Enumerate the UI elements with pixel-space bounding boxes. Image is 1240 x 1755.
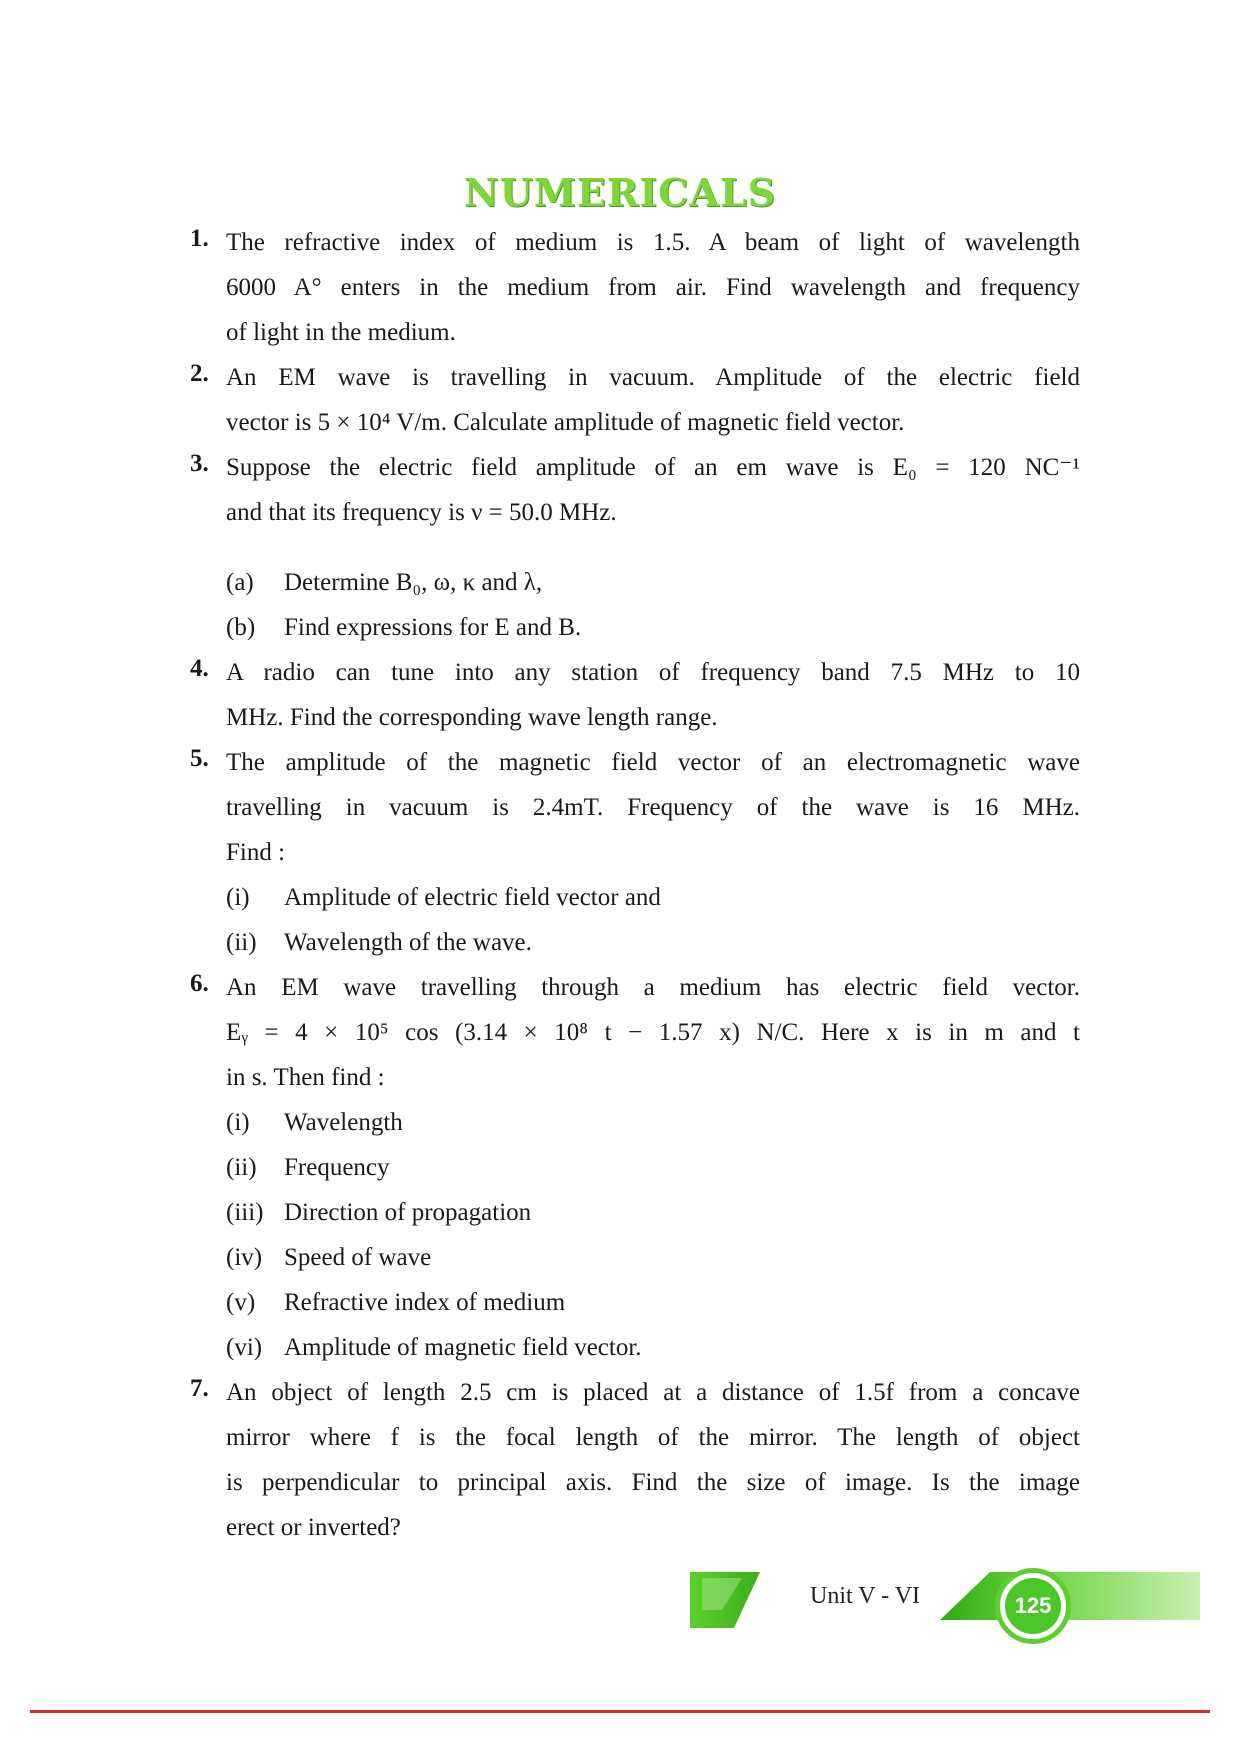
sub-text: Amplitude of magnetic field vector. [284, 1334, 642, 1361]
question-text [226, 1370, 1080, 1550]
sub-text: Wavelength of the wave. [284, 929, 532, 956]
footer-unit-label: Unit V - VI [810, 1583, 921, 1609]
sub-text: Direction of propagation [284, 1199, 532, 1226]
question-number: 7. [190, 1375, 209, 1402]
footer-decoration [690, 1570, 760, 1630]
question-text [226, 220, 1080, 355]
question-line: An object of length 2.5 cm is placed at a distance of 1.5f from a concave [226, 1379, 1080, 1406]
sub-text: Frequency [284, 1154, 390, 1181]
sub-question [226, 920, 532, 965]
sub-question [226, 875, 661, 920]
sub-question [226, 1100, 403, 1145]
question-line: Find : [226, 839, 286, 866]
question-line: Suppose the electric field amplitude of an em wave is E₀ = 120 NC⁻¹ [226, 454, 1080, 481]
page-title: NUMERICALS [463, 170, 777, 215]
question-line: The refractive index of medium is 1.5. A beam of light of wavelength [226, 229, 1080, 256]
sub-question [226, 560, 542, 605]
sub-question [226, 1325, 642, 1370]
sub-question [226, 1190, 531, 1235]
question-number: 3. [190, 450, 209, 477]
question-number: 4. [190, 655, 209, 682]
question-number: 6. [190, 970, 209, 997]
sub-question [226, 1145, 390, 1190]
sub-label: (i) [226, 1109, 250, 1136]
question-line: vector is 5 × 10⁴ V/m. Calculate amplitude of magnetic field vector. [226, 409, 905, 436]
sub-label: (ii) [226, 929, 257, 956]
sub-label: (a) [226, 569, 254, 596]
sub-question [226, 1235, 431, 1280]
question-line: mirror where f is the focal length of the mirror. The length of object [226, 1424, 1080, 1451]
sub-text: Refractive index of medium [284, 1289, 566, 1316]
question-line: MHz. Find the corresponding wave length range. [226, 704, 718, 731]
question-text [226, 355, 1080, 445]
question-text [226, 650, 1080, 740]
sub-label: (ii) [226, 1154, 257, 1181]
sub-label: (iv) [226, 1244, 263, 1271]
question-number: 1. [190, 225, 209, 252]
sub-text: Speed of wave [284, 1244, 432, 1271]
sub-question [226, 1280, 565, 1325]
sub-text: Wavelength [284, 1109, 403, 1136]
question-line: The amplitude of the magnetic field vector of an electromagnetic wave [226, 749, 1080, 776]
sub-text: Amplitude of electric field vector and [284, 884, 661, 911]
sub-text: Determine B₀, ω, κ and λ, [284, 569, 543, 596]
question-line: 6000 A° enters in the medium from air. Find wavelength and frequency [226, 274, 1080, 301]
sub-question [226, 605, 581, 650]
question-number: 2. [190, 360, 209, 387]
sub-label: (vi) [226, 1334, 263, 1361]
question-line: of light in the medium. [226, 319, 456, 346]
question-line: Eᵧ = 4 × 10⁵ cos (3.14 × 10⁸ t − 1.57 x) N/C. Here x is in m and t [226, 1019, 1080, 1046]
question-number: 5. [190, 745, 209, 772]
question-line: is perpendicular to principal axis. Find the size of image. Is the image [226, 1469, 1080, 1496]
page-number: 125 [1005, 1578, 1061, 1634]
page-number-badge [995, 1568, 1071, 1644]
question-text [226, 965, 1080, 1100]
question-line: An EM wave travelling through a medium has electric field vector. [226, 974, 1080, 1001]
sub-label: (b) [226, 614, 256, 641]
question-line: travelling in vacuum is 2.4mT. Frequency of the wave is 16 MHz. [226, 794, 1080, 821]
bottom-rule [30, 1710, 1210, 1713]
question-line: in s. Then find : [226, 1064, 385, 1091]
sub-label: (iii) [226, 1199, 264, 1226]
question-line: erect or inverted? [226, 1514, 401, 1541]
sub-text: Find expressions for E and B. [284, 614, 582, 641]
question-text [226, 740, 1080, 875]
question-line: An EM wave is travelling in vacuum. Amplitude of the electric field [226, 364, 1080, 391]
question-text [226, 445, 1080, 535]
question-line: A radio can tune into any station of frequency band 7.5 MHz to 10 [226, 659, 1080, 686]
sub-label: (v) [226, 1289, 256, 1316]
sub-label: (i) [226, 884, 250, 911]
question-line: and that its frequency is ν = 50.0 MHz. [226, 499, 617, 526]
